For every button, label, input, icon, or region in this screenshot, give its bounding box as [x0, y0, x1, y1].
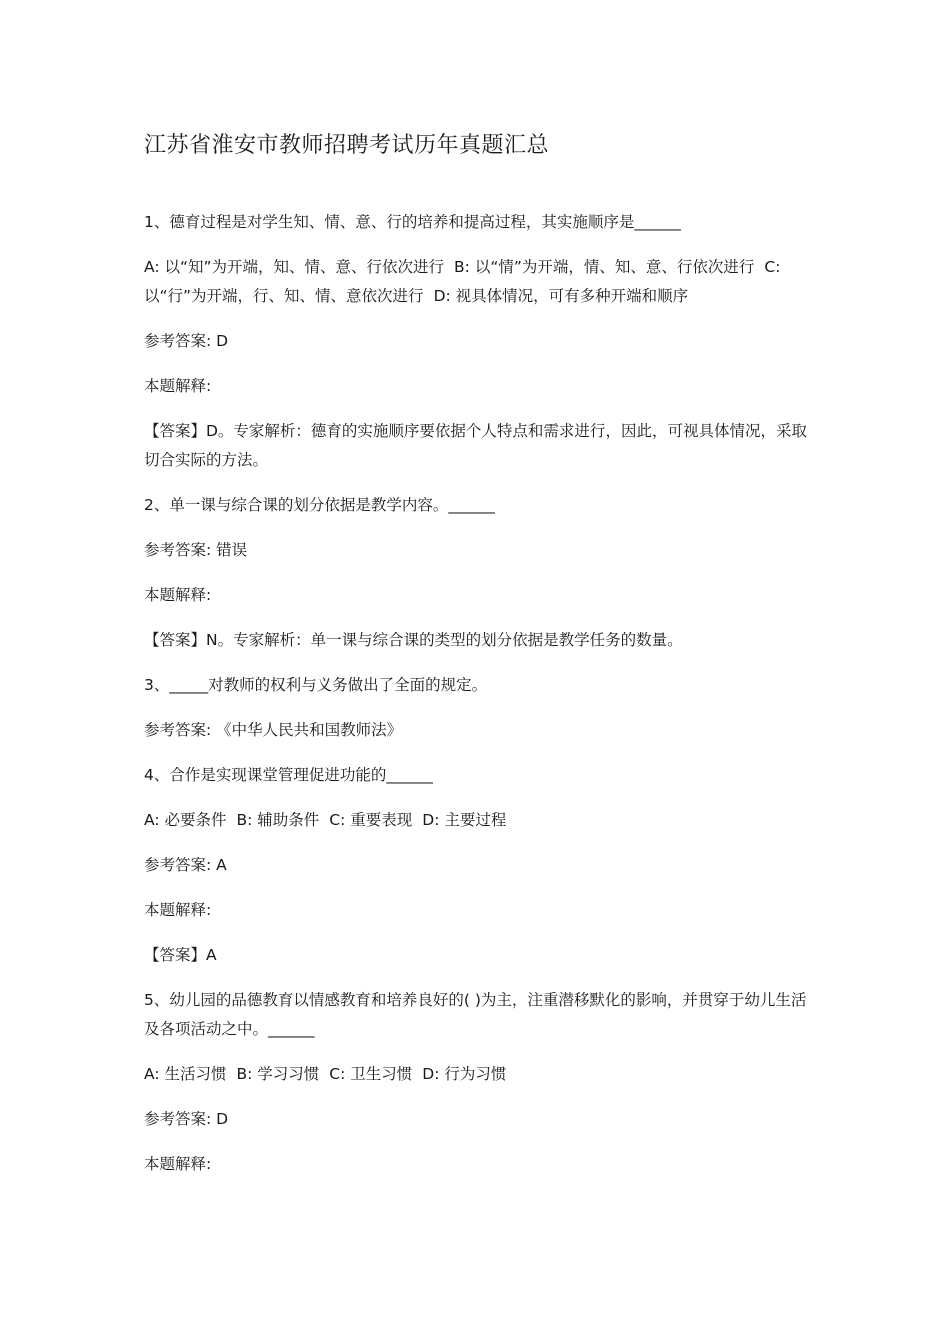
option-d: D: 视具体情况，可有多种开端和顺序: [433, 287, 689, 305]
question-4-explanation-heading: 本题解释:: [144, 901, 212, 919]
question-2-explanation-heading: 本题解释:: [144, 586, 212, 604]
document-title: 江苏省淮安市教师招聘考试历年真题汇总: [144, 133, 550, 158]
question-1-text: 1、德育过程是对学生知、情、意、行的培养和提高过程，其实施顺序是______: [144, 213, 681, 231]
option-a: A: 必要条件: [144, 811, 227, 829]
question-3-text: 3、_____对教师的权利与义务做出了全面的规定。: [144, 676, 488, 694]
question-1-explanation: 【答案】D。专家解析：德育的实施顺序要依据个人特点和需求进行，因此，可视具体情况，采取切合实际的方法。: [144, 422, 807, 469]
option-b: B: 以“情”为开端，情、知、意、行依次进行: [454, 258, 755, 276]
question-5-explanation-heading: 本题解释:: [144, 1155, 212, 1173]
question-4-answer: 参考答案: A: [144, 856, 227, 874]
question-5-options: [144, 1060, 808, 1089]
question-1-options: [144, 253, 808, 311]
question-1-explanation-heading: 本题解释:: [144, 377, 212, 395]
option-d: D: 主要过程: [422, 811, 507, 829]
question-2-text: 2、单一课与综合课的划分依据是教学内容。______: [144, 496, 495, 514]
question-2-answer: 参考答案: 错误: [144, 541, 248, 559]
option-b: B: 辅助条件: [236, 811, 320, 829]
option-a: A: 以“知”为开端，知、情、意、行依次进行: [144, 258, 445, 276]
question-2-explanation: 【答案】N。专家解析：单一课与综合课的类型的划分依据是教学任务的数量。: [144, 631, 683, 649]
document-page: [144, 128, 808, 1195]
option-a: A: 生活习惯: [144, 1065, 227, 1083]
question-1-answer: 参考答案: D: [144, 332, 229, 350]
question-5-text: 5、幼儿园的品德教育以情感教育和培养良好的( )为主，注重潜移默化的影响，并贯穿于幼儿生活及各项活动之中。______: [144, 991, 807, 1038]
question-4-text: 4、合作是实现课堂管理促进功能的______: [144, 766, 433, 784]
option-b: B: 学习习惯: [236, 1065, 320, 1083]
option-c: C: 以“行”为开端，行、知、情、意依次进行: [144, 258, 781, 305]
question-4-options: [144, 806, 808, 835]
option-c: C: 卫生习惯: [329, 1065, 413, 1083]
question-4-explanation: 【答案】A: [144, 946, 217, 964]
option-c: C: 重要表现: [329, 811, 413, 829]
question-3-answer: 参考答案: 《中华人民共和国教师法》: [144, 721, 403, 739]
option-d: D: 行为习惯: [422, 1065, 507, 1083]
question-5-answer: 参考答案: D: [144, 1110, 229, 1128]
